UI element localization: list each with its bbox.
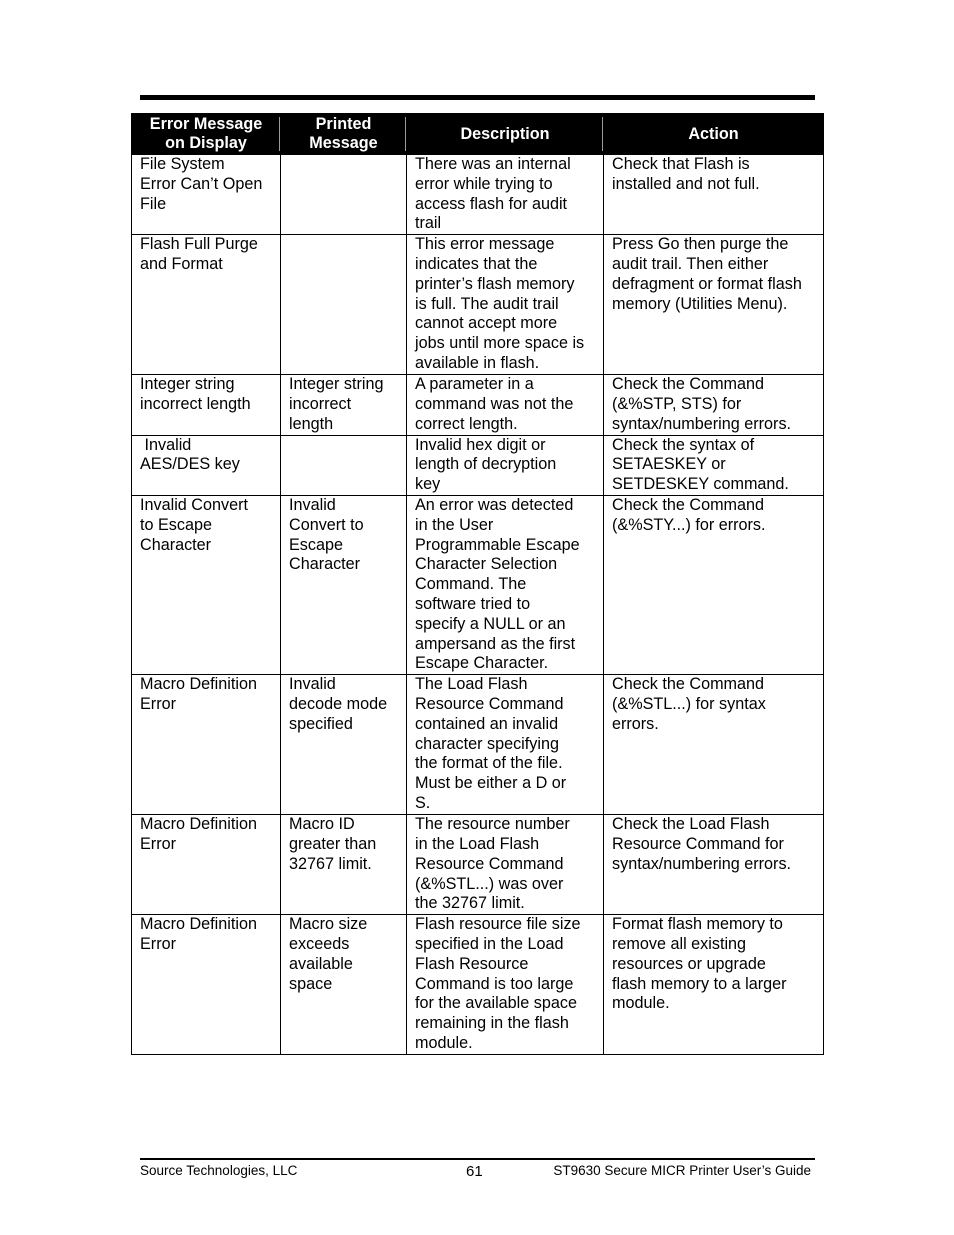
cell-display: Macro Definition Error bbox=[132, 915, 281, 1055]
cell-description: Invalid hex digit or length of decryption key bbox=[407, 435, 604, 495]
cell-printed bbox=[281, 235, 407, 375]
cell-description: An error was detected in the User Programmable Escape Character Selection Command. The software tried to specify a NULL or an ampersand as the first Escape Character. bbox=[407, 495, 604, 674]
header-divider bbox=[405, 117, 406, 151]
cell-printed bbox=[281, 435, 407, 495]
cell-printed: Integer string incorrect length bbox=[281, 375, 407, 435]
cell-description: A parameter in a command was not the correct length. bbox=[407, 375, 604, 435]
table-body bbox=[132, 155, 824, 1055]
header-error-message bbox=[132, 114, 281, 155]
cell-description: This error message indicates that the printer’s flash memory is full. The audit trail cannot accept more jobs until more space is available in flash. bbox=[407, 235, 604, 375]
table-row bbox=[132, 235, 824, 375]
header-printed-message bbox=[281, 114, 407, 155]
header-error-message-label: Error Message on Display bbox=[149, 115, 263, 152]
table-row bbox=[132, 435, 824, 495]
cell-printed bbox=[281, 155, 407, 235]
table-row bbox=[132, 495, 824, 674]
footer-company: Source Technologies, LLC bbox=[140, 1163, 298, 1178]
header-divider bbox=[279, 117, 280, 151]
cell-display: File System Error Can’t Open File bbox=[132, 155, 281, 235]
cell-action: Check the Command (&%STL...) for syntax errors. bbox=[604, 675, 824, 815]
cell-action: Press Go then purge the audit trail. Then either defragment or format flash memory (Utilities Menu). bbox=[604, 235, 824, 375]
header-action-label: Action bbox=[688, 124, 739, 143]
table-row bbox=[132, 375, 824, 435]
header-row bbox=[132, 114, 824, 155]
cell-printed: Macro size exceeds available space bbox=[281, 915, 407, 1055]
cell-printed: Macro ID greater than 32767 limit. bbox=[281, 815, 407, 915]
cell-description: Flash resource file size specified in the Load Flash Resource Command is too large for the available space remaining in the flash module. bbox=[407, 915, 604, 1055]
cell-description: The resource number in the Load Flash Resource Command (&%STL...) was over the 32767 limit. bbox=[407, 815, 604, 915]
table-header bbox=[132, 114, 824, 155]
cell-action: Check the Load Flash Resource Command for syntax/numbering errors. bbox=[604, 815, 824, 915]
cell-description: There was an internal error while trying to access flash for audit trail bbox=[407, 155, 604, 235]
cell-action: Check the Command (&%STP, STS) for syntax/numbering errors. bbox=[604, 375, 824, 435]
cell-action: Check the Command (&%STY...) for errors. bbox=[604, 495, 824, 674]
header-divider bbox=[602, 117, 603, 151]
cell-display: Macro Definition Error bbox=[132, 815, 281, 915]
cell-printed: Invalid Convert to Escape Character bbox=[281, 495, 407, 674]
header-description-label: Description bbox=[460, 124, 550, 143]
cell-display: Flash Full Purge and Format bbox=[132, 235, 281, 375]
header-description bbox=[407, 114, 604, 155]
footer-rule bbox=[140, 1158, 815, 1160]
header-printed-message-label: Printed Message bbox=[309, 115, 378, 152]
cell-action: Check that Flash is installed and not full. bbox=[604, 155, 824, 235]
cell-display: Integer string incorrect length bbox=[132, 375, 281, 435]
cell-description: The Load Flash Resource Command contained an invalid character specifying the format of the file. Must be either a D or S. bbox=[407, 675, 604, 815]
cell-display: Invalid Convert to Escape Character bbox=[132, 495, 281, 674]
footer-page-number: 61 bbox=[466, 1163, 483, 1180]
table-row bbox=[132, 815, 824, 915]
cell-display: Macro Definition Error bbox=[132, 675, 281, 815]
table-row bbox=[132, 155, 824, 235]
header-rule bbox=[140, 95, 815, 100]
cell-display: Invalid AES/DES key bbox=[132, 435, 281, 495]
cell-action: Format flash memory to remove all existing resources or upgrade flash memory to a larger module. bbox=[604, 915, 824, 1055]
error-message-table bbox=[131, 113, 824, 1055]
table-row bbox=[132, 915, 824, 1055]
table-row bbox=[132, 675, 824, 815]
header-action bbox=[604, 114, 824, 155]
footer-guide-title: ST9630 Secure MICR Printer User’s Guide bbox=[553, 1163, 811, 1178]
cell-printed: Invalid decode mode specified bbox=[281, 675, 407, 815]
cell-action: Check the syntax of SETAESKEY or SETDESKEY command. bbox=[604, 435, 824, 495]
